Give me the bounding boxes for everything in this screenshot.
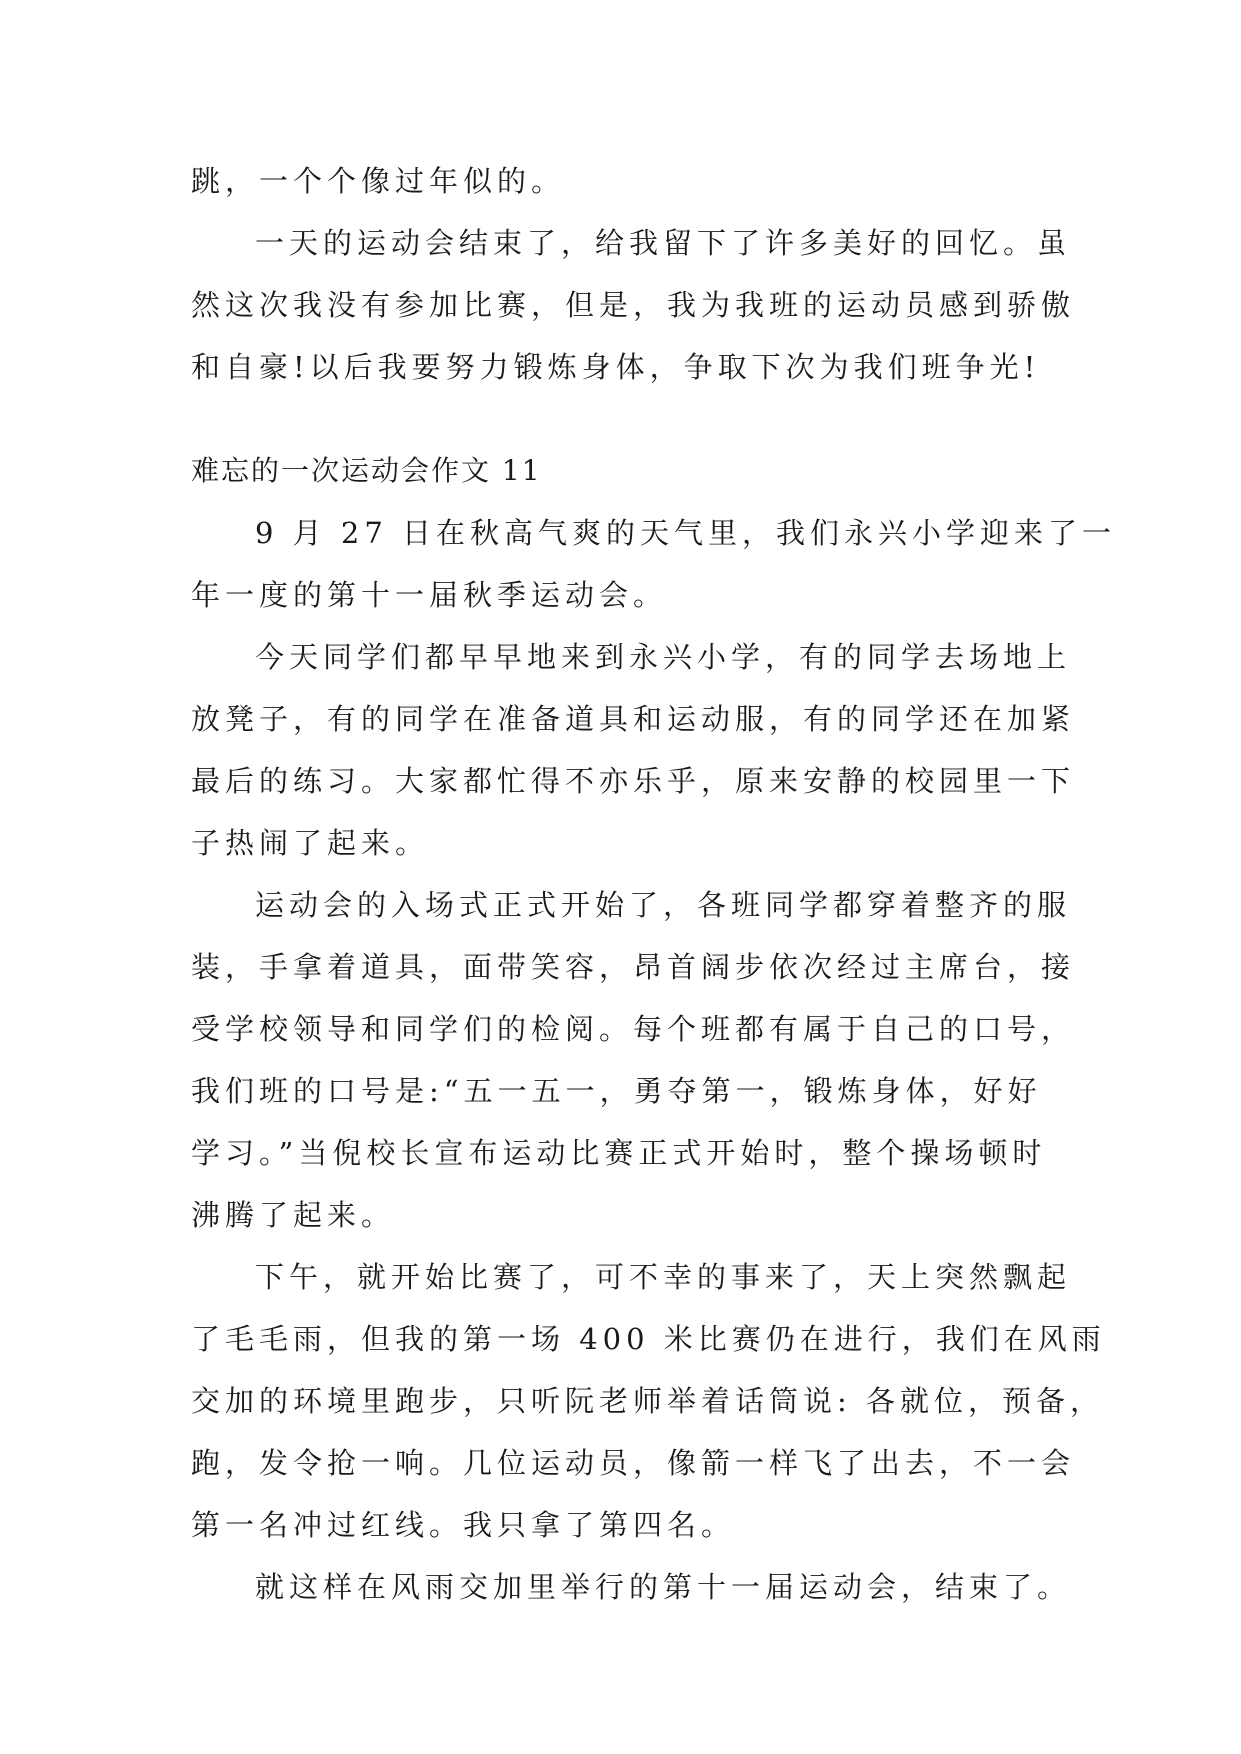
- text-line: 年一度的第十一届秋季运动会。: [191, 578, 668, 612]
- text-line: 就这样在风雨交加里举行的第十一届运动会，结束了。: [255, 1570, 1072, 1604]
- text-line: 一天的运动会结束了，给我留下了许多美好的回忆。虽: [255, 226, 1072, 260]
- document-page: [191, 150, 1117, 1618]
- paragraph: [191, 212, 1076, 398]
- paragraph: [191, 502, 1117, 626]
- text-line: 受学校领导和同学们的检阅。每个班都有属于自己的口号，: [191, 1012, 1076, 1046]
- text-line: 和自豪!以后我要努力锻炼身体，争取下次为我们班争光!: [191, 350, 1041, 384]
- text-line: 今天同学们都早早地来到永兴小学，有的同学去场地上: [255, 640, 1072, 674]
- text-line: 下午，就开始比赛了，可不幸的事来了，天上突然飘起: [255, 1260, 1072, 1294]
- text-line: 了毛毛雨，但我的第一场 400 米比赛仍在进行，我们在风雨: [191, 1322, 1106, 1356]
- text-line: 我们班的口号是:“五一五一，勇夺第一，锻炼身体，好好: [191, 1074, 1042, 1108]
- paragraph: [191, 150, 1071, 212]
- paragraph: [191, 1556, 1071, 1618]
- previous-essay-tail: [191, 150, 1076, 398]
- paragraph: [191, 626, 1076, 874]
- text-line: 子热闹了起来。: [191, 826, 430, 860]
- paragraph: [191, 874, 1076, 1246]
- text-line: 9 月 27 日在秋高气爽的天气里，我们永兴小学迎来了一: [255, 516, 1117, 550]
- text-line: 沸腾了起来。: [191, 1198, 396, 1232]
- text-line: 交加的环境里跑步，只听阮老师举着话筒说: 各就位，预备，: [191, 1384, 1104, 1418]
- text-line: 跳，一个个像过年似的。: [191, 164, 566, 198]
- text-line: 然这次我没有参加比赛，但是，我为我班的运动员感到骄傲: [191, 288, 1076, 322]
- text-line: 学习。”当倪校长宣布运动比赛正式开始时，整个操场顿时: [191, 1136, 1047, 1170]
- essay: [191, 440, 1117, 1618]
- essay-title: 难忘的一次运动会作文 11: [191, 454, 542, 487]
- text-line: 第一名冲过红线。我只拿了第四名。: [191, 1508, 736, 1542]
- text-line: 放凳子，有的同学在准备道具和运动服，有的同学还在加紧: [191, 702, 1076, 736]
- text-line: 跑，发令抢一响。几位运动员，像箭一样飞了出去，不一会: [191, 1446, 1076, 1480]
- text-line: 最后的练习。大家都忙得不亦乐乎，原来安静的校园里一下: [191, 764, 1076, 798]
- text-line: 运动会的入场式正式开始了，各班同学都穿着整齐的服: [255, 888, 1072, 922]
- paragraph: [191, 1246, 1106, 1556]
- text-line: 装，手拿着道具，面带笑容，昂首阔步依次经过主席台，接: [191, 950, 1076, 984]
